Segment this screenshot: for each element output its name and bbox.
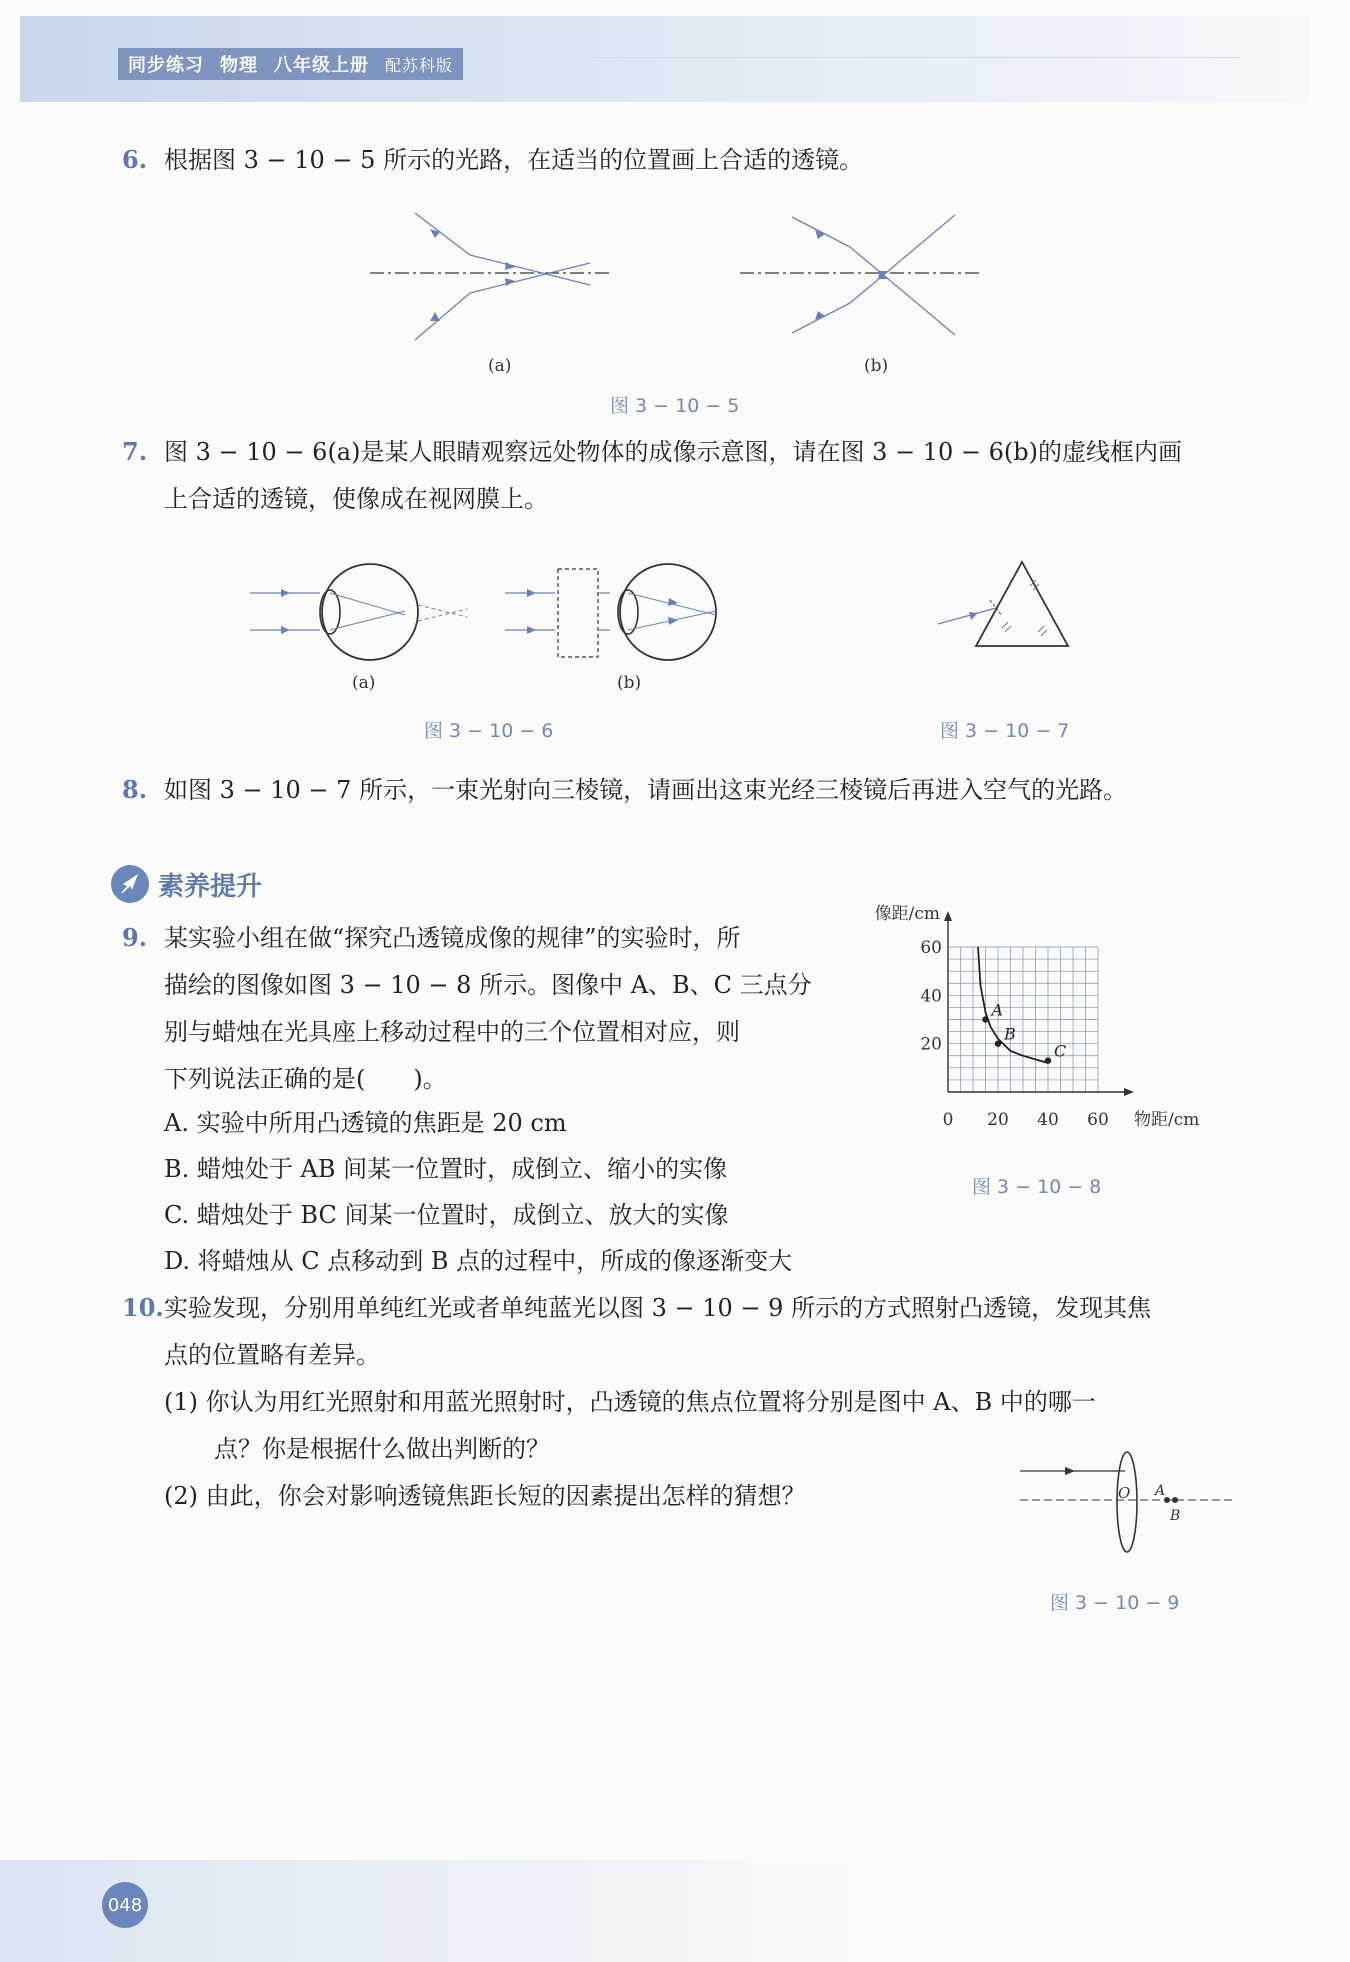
page-number: 048 xyxy=(102,1882,148,1928)
data-point-b xyxy=(995,1040,1001,1046)
option-a: A. 实验中所用凸透镜的焦距是 20 cm xyxy=(164,1109,567,1137)
figure-3-10-5-a xyxy=(360,205,620,355)
dashed-lens-box xyxy=(558,569,598,657)
figure-caption-3-10-8: 图 3 − 10 − 8 xyxy=(972,1176,1102,1198)
figure-3-10-8-chart xyxy=(855,904,1225,1170)
y-tick-label: 20 xyxy=(920,1034,942,1055)
sub-question-1-line1: (1) 你认为用红光照射和用蓝光照射时，凸透镜的焦点位置将分别是图中 A、B 中的哪一 xyxy=(164,1388,1096,1416)
figure-label-a: (a) xyxy=(352,673,376,693)
question-7 xyxy=(122,428,1242,523)
data-label-a: A xyxy=(991,1000,1004,1020)
y-axis-label: 像距/cm xyxy=(874,904,940,924)
question-text-line2: 上合适的透镜，使像成在视网膜上。 xyxy=(164,485,548,513)
question-number: 6. xyxy=(122,145,148,174)
footer-band xyxy=(0,1860,1350,1962)
figure-3-10-6-b-eye xyxy=(500,555,730,673)
data-label-c: C xyxy=(1054,1041,1067,1061)
edition-title: 配苏科版 xyxy=(385,55,454,75)
x-axis-label: 物距/cm xyxy=(1134,1110,1200,1130)
question-9 xyxy=(122,914,862,1103)
data-point-a xyxy=(982,1016,988,1022)
question-text: 根据图 3 − 10 − 5 所示的光路，在适当的位置画上合适的透镜。 xyxy=(164,146,864,174)
question-number: 9. xyxy=(122,923,148,952)
question-number: 8. xyxy=(122,775,148,804)
question-text: 如图 3 − 10 − 7 所示，一束光射向三棱镜，请画出这束光经三棱镜后再进入空气的光路。 xyxy=(164,776,1128,804)
x-tick-label: 20 xyxy=(987,1110,1009,1130)
y-tick-label: 40 xyxy=(920,986,942,1007)
x-tick-label: 40 xyxy=(1037,1110,1059,1130)
y-axis-arrow xyxy=(944,911,952,921)
question-number: 7. xyxy=(122,437,148,466)
option-b: B. 蜡烛处于 AB 间某一位置时，成倒立、缩小的实像 xyxy=(164,1155,728,1183)
figure-label-b: (b) xyxy=(864,356,889,376)
y-tick-label: 60 xyxy=(920,938,942,958)
figure-label-b: (b) xyxy=(617,673,642,693)
option-c: C. 蜡烛处于 BC 间某一位置时，成倒立、放大的实像 xyxy=(164,1201,729,1229)
x-axis-arrow xyxy=(1124,1088,1134,1096)
grade-title: 八年级上册 xyxy=(274,55,369,76)
data-point-c xyxy=(1045,1057,1051,1063)
figure-3-10-9-lens xyxy=(1015,1445,1240,1563)
data-label-b: B xyxy=(1004,1024,1016,1044)
section-title: 素养提升 xyxy=(158,871,263,902)
question-6 xyxy=(122,136,863,184)
question-number: 10. xyxy=(122,1293,164,1322)
series-title: 同步练习 xyxy=(128,55,204,76)
label-a: A xyxy=(1155,1483,1166,1499)
question-text-line4: 下列说法正确的是( )。 xyxy=(164,1065,447,1093)
series-line xyxy=(978,947,1048,1063)
figure-3-10-5-b xyxy=(730,205,990,355)
figure-caption-3-10-7: 图 3 − 10 − 7 xyxy=(940,720,1070,742)
subject-title: 物理 xyxy=(220,55,258,76)
figure-caption-3-10-5: 图 3 − 10 − 5 xyxy=(610,395,740,417)
sub-question-2: (2) 由此，你会对影响透镜焦距长短的因素提出怎样的猜想？ xyxy=(164,1482,806,1510)
rocket-icon xyxy=(110,864,150,904)
figure-label-a: (a) xyxy=(488,356,512,376)
question-text-line1: 图 3 − 10 − 6(a)是某人眼睛观察远处物体的成像示意图，请在图 3 − 10 − 6(b)的虚线框内画 xyxy=(164,438,1183,466)
figure-3-10-6-a-eye xyxy=(245,555,475,673)
question-text-line1: 某实验小组在做“探究凸透镜成像的规律”的实验时，所 xyxy=(164,924,741,952)
question-text-line2: 描绘的图像如图 3 − 10 − 8 所示。图像中 A、B、C 三点分 xyxy=(164,971,812,999)
question-text-line2: 点的位置略有差异。 xyxy=(164,1341,380,1369)
header-rule xyxy=(500,57,1240,58)
x-tick-label: 0 xyxy=(942,1110,954,1130)
figure-caption-3-10-9: 图 3 − 10 − 9 xyxy=(1050,1592,1180,1614)
figure-3-10-7-prism xyxy=(930,556,1080,656)
x-tick-label: 60 xyxy=(1087,1110,1109,1130)
question-text-line1: 实验发现，分别用单纯红光或者单纯蓝光以图 3 − 10 − 9 所示的方式照射凸透镜，发现其焦 xyxy=(164,1294,1152,1322)
header-tab xyxy=(118,48,463,80)
question-8 xyxy=(122,766,1127,814)
figure-caption-3-10-6: 图 3 − 10 − 6 xyxy=(424,720,554,742)
label-o: O xyxy=(1118,1484,1131,1502)
section-heading xyxy=(110,864,262,904)
sub-question-1-line2: 点？你是根据什么做出判断的？ xyxy=(214,1435,550,1463)
question-text-line3: 别与蜡烛在光具座上移动过程中的三个位置相对应，则 xyxy=(164,1018,740,1046)
option-d: D. 将蜡烛从 C 点移动到 B 点的过程中，所成的像逐渐变大 xyxy=(164,1247,793,1275)
label-b: B xyxy=(1170,1508,1181,1524)
